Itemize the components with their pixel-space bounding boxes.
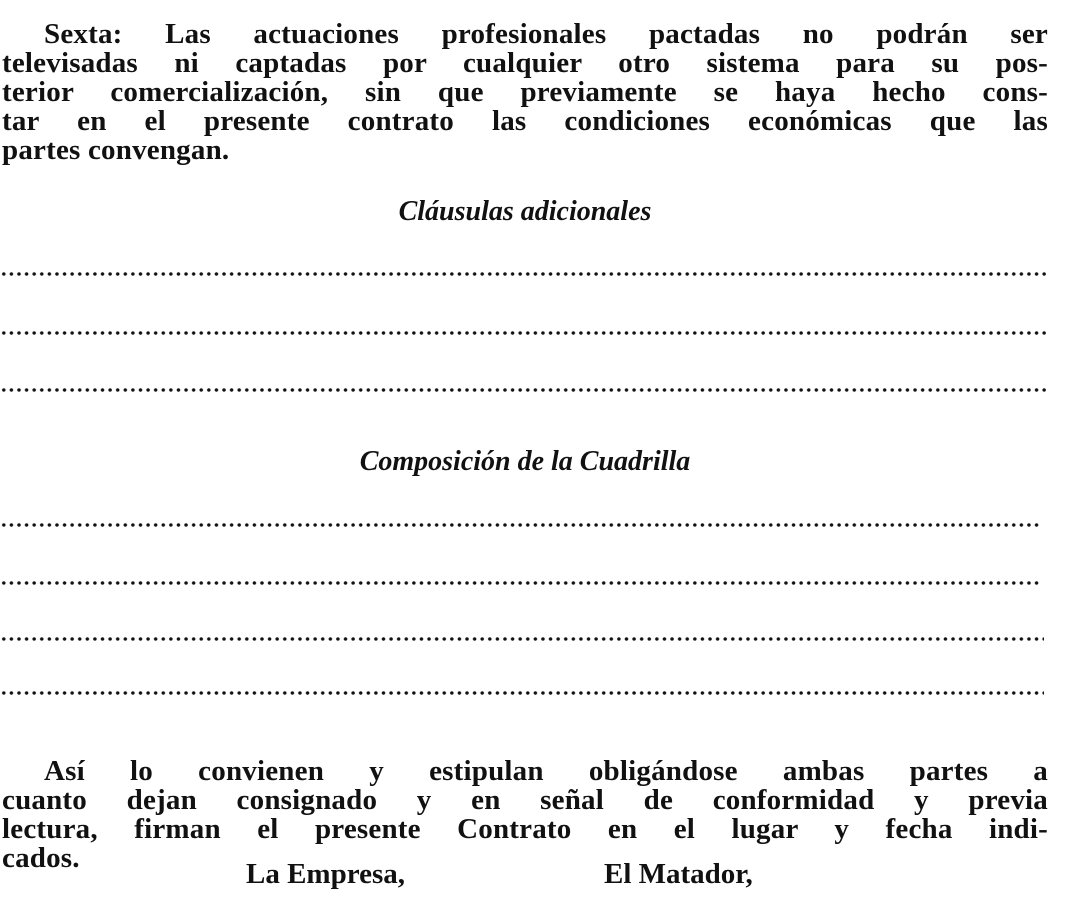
closing-line: lectura, firman el presente Contrato en el lugar y fecha indi- [2, 815, 1048, 844]
cuadrilla-heading: Composición de la Cuadrilla [359, 446, 691, 477]
clause-sexta-line: televisadas ni captadas por cualquier otro sistema para su pos- [2, 49, 1048, 78]
closing-line: Así lo convienen y estipulan obligándose ambas partes a [44, 757, 1048, 786]
clause-sexta-line: partes convengan. [2, 136, 230, 165]
clause-sexta-line: terior comercialización, sin que previamente se haya hecho cons- [2, 78, 1048, 107]
signature-matador: El Matador, [604, 858, 753, 890]
additional-clause-blank-line[interactable] [0, 271, 1046, 277]
clause-sexta-line: tar en el presente contrato las condiciones económicas que las [2, 107, 1048, 136]
closing-line: cados. [2, 844, 80, 873]
cuadrilla-blank-line[interactable] [0, 690, 1044, 696]
clause-sexta-line: Sexta: Las actuaciones profesionales pactadas no podrán ser [44, 20, 1048, 49]
additional-clause-blank-line[interactable] [0, 387, 1046, 393]
additional-clauses-heading: Cláusulas adicionales [398, 196, 652, 227]
closing-line: cuanto dejan consignado y en señal de conformidad y previa [2, 786, 1048, 815]
cuadrilla-blank-line[interactable] [0, 580, 1040, 586]
additional-clause-blank-line[interactable] [0, 330, 1046, 336]
cuadrilla-blank-line[interactable] [0, 522, 1040, 528]
closing-paragraph [2, 757, 1048, 873]
signature-empresa: La Empresa, [246, 858, 405, 890]
clause-sexta-paragraph [2, 20, 1048, 165]
cuadrilla-blank-line[interactable] [0, 636, 1044, 642]
